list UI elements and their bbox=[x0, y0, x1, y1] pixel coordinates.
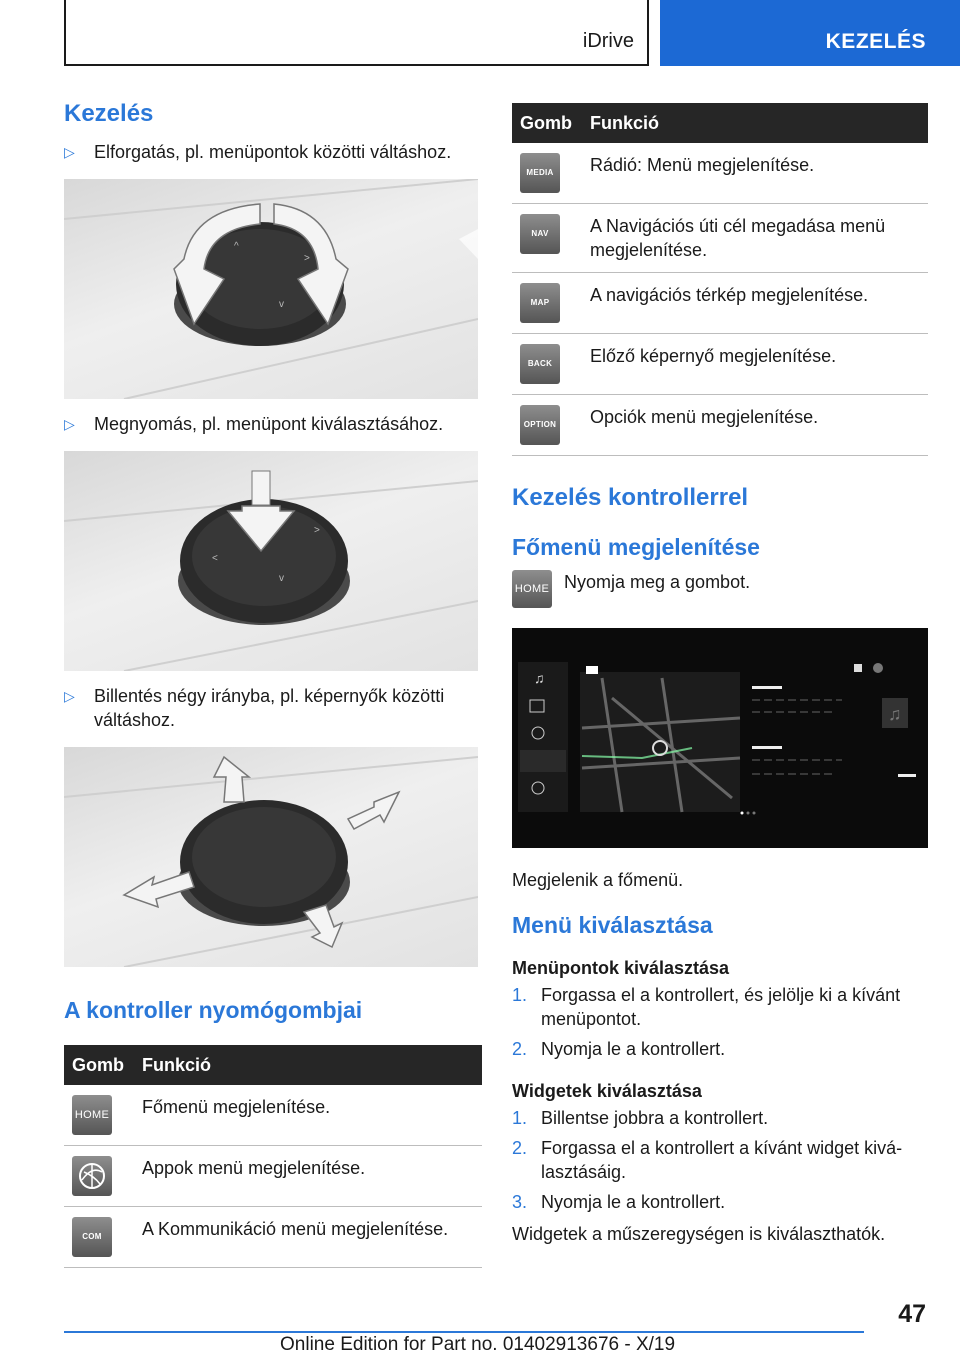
table-row bbox=[512, 395, 928, 456]
step-text: Nyomja le a kontrollert. bbox=[541, 1192, 726, 1212]
function-text: Rádió: Menü megjelenítése. bbox=[582, 143, 928, 204]
bullet-text: Elforgatás, pl. menüpontok közötti váltáshoz. bbox=[94, 142, 452, 162]
svg-text:^: ^ bbox=[234, 241, 239, 252]
table-row bbox=[64, 1207, 482, 1268]
step-text: Forgassa el a kontrollert a kívánt widget kiválasztásáig. bbox=[541, 1138, 903, 1182]
step-text: Nyomja le a kontrollert. bbox=[541, 1039, 726, 1059]
svg-text:v: v bbox=[279, 573, 284, 584]
home-instruction bbox=[512, 570, 928, 616]
svg-text:<: < bbox=[212, 553, 218, 564]
closing-text: Widgetek a műszeregységen is kiválaszthatók. bbox=[512, 1224, 886, 1244]
header-frame bbox=[64, 0, 649, 66]
triangle-bullet-icon: ▷ bbox=[64, 416, 75, 432]
bullet-rotate bbox=[64, 140, 482, 164]
function-text: A Kommunikáció menü megjelenítése. bbox=[134, 1207, 482, 1268]
back-key-icon: BACK bbox=[520, 344, 560, 384]
function-text: A navigációs térkép megjelenítése. bbox=[582, 273, 928, 334]
step-text: Forgassa el a kontrollert, és jelölje ki a kívánt menüpontot. bbox=[541, 985, 901, 1029]
step-number: 1. bbox=[512, 1108, 528, 1128]
svg-text:♫: ♫ bbox=[534, 670, 545, 686]
bullet-tilt bbox=[64, 684, 482, 732]
widget-step bbox=[512, 1190, 928, 1214]
step-number: 2. bbox=[512, 1039, 528, 1059]
col-header-function: Funkció bbox=[582, 103, 928, 143]
media-key-icon: MEDIA bbox=[520, 153, 560, 193]
table-row bbox=[64, 1146, 482, 1207]
nav-key-icon: NAV bbox=[520, 214, 560, 254]
controller-tilt-photo bbox=[64, 747, 478, 967]
svg-text:♫: ♫ bbox=[888, 704, 902, 724]
function-text: Főmenü megjelenítése. bbox=[134, 1085, 482, 1146]
header-section: iDrive bbox=[582, 30, 634, 52]
buttons-table-left bbox=[64, 1045, 482, 1268]
step-number: 3. bbox=[512, 1192, 528, 1212]
apps-key-icon bbox=[72, 1156, 112, 1196]
option-key-icon: OPTION bbox=[520, 405, 560, 445]
table-row bbox=[64, 1085, 482, 1146]
subsection-title-mainmenu: Főmenü megjelenítése bbox=[512, 534, 760, 560]
home-key-icon: HOME bbox=[512, 570, 552, 608]
svg-text:>: > bbox=[314, 525, 320, 536]
function-text: A Navigációs úti cél megadása menü megjelenítése. bbox=[582, 204, 928, 273]
table-row bbox=[512, 204, 928, 273]
section-title-kezeles: Kezelés bbox=[64, 100, 154, 127]
step-number: 2. bbox=[512, 1138, 528, 1158]
page-number: 47 bbox=[898, 1300, 926, 1328]
menu-step bbox=[512, 983, 928, 1031]
triangle-bullet-icon: ▷ bbox=[64, 688, 75, 704]
subsection-title-select: Menü kiválasztása bbox=[512, 912, 713, 938]
table-row bbox=[512, 143, 928, 204]
bullet-text: Billentés négy irányba, pl. képernyők közötti váltáshoz. bbox=[94, 686, 445, 730]
triangle-bullet-icon: ▷ bbox=[64, 144, 75, 160]
home-instruction-text: Nyomja meg a gombot. bbox=[564, 572, 751, 592]
buttons-table-right bbox=[512, 103, 928, 456]
menu-step bbox=[512, 1037, 928, 1061]
col-header-function: Funkció bbox=[134, 1045, 482, 1085]
function-text: Előző képernyő megjelenítése. bbox=[582, 334, 928, 395]
bullet-press bbox=[64, 412, 482, 436]
menu-items-subtitle: Menüpontok kiválasztása bbox=[512, 958, 730, 978]
col-header-key: Gomb bbox=[64, 1045, 134, 1085]
widgets-subtitle: Widgetek kiválasztása bbox=[512, 1081, 702, 1101]
controller-rotate-photo bbox=[64, 179, 478, 399]
table-row bbox=[512, 273, 928, 334]
section-title-controller: Kezelés kontrollerrel bbox=[512, 484, 749, 511]
right-column bbox=[512, 103, 928, 1246]
main-menu-screenshot bbox=[512, 628, 928, 848]
home-key-icon: HOME bbox=[72, 1095, 112, 1135]
com-key-icon: COM bbox=[72, 1217, 112, 1257]
after-screen-text: Megjelenik a főmenü. bbox=[512, 870, 684, 890]
section-title-buttons: A kontroller nyomógombjai bbox=[64, 997, 363, 1023]
chapter-tab bbox=[660, 0, 960, 66]
step-text: Billentse jobbra a kontrollert. bbox=[541, 1108, 769, 1128]
widget-step bbox=[512, 1136, 928, 1184]
footer-edition: Online Edition for Part no. 01402913676 - X/19 bbox=[280, 1334, 676, 1355]
table-row bbox=[512, 334, 928, 395]
widget-step bbox=[512, 1106, 928, 1130]
function-text: Opciók menü megjelenítése. bbox=[582, 395, 928, 456]
function-text: Appok menü megjelenítése. bbox=[134, 1146, 482, 1207]
left-column bbox=[64, 100, 482, 1268]
chapter-title: KEZELÉS bbox=[825, 30, 926, 53]
step-number: 1. bbox=[512, 985, 528, 1005]
bullet-text: Megnyomás, pl. menüpont kiválasztásához. bbox=[94, 414, 444, 434]
controller-press-photo bbox=[64, 451, 478, 671]
map-key-icon: MAP bbox=[520, 283, 560, 323]
svg-text:v: v bbox=[279, 299, 284, 310]
footer-divider bbox=[64, 1331, 864, 1333]
svg-text:>: > bbox=[304, 253, 310, 264]
col-header-key: Gomb bbox=[512, 103, 582, 143]
